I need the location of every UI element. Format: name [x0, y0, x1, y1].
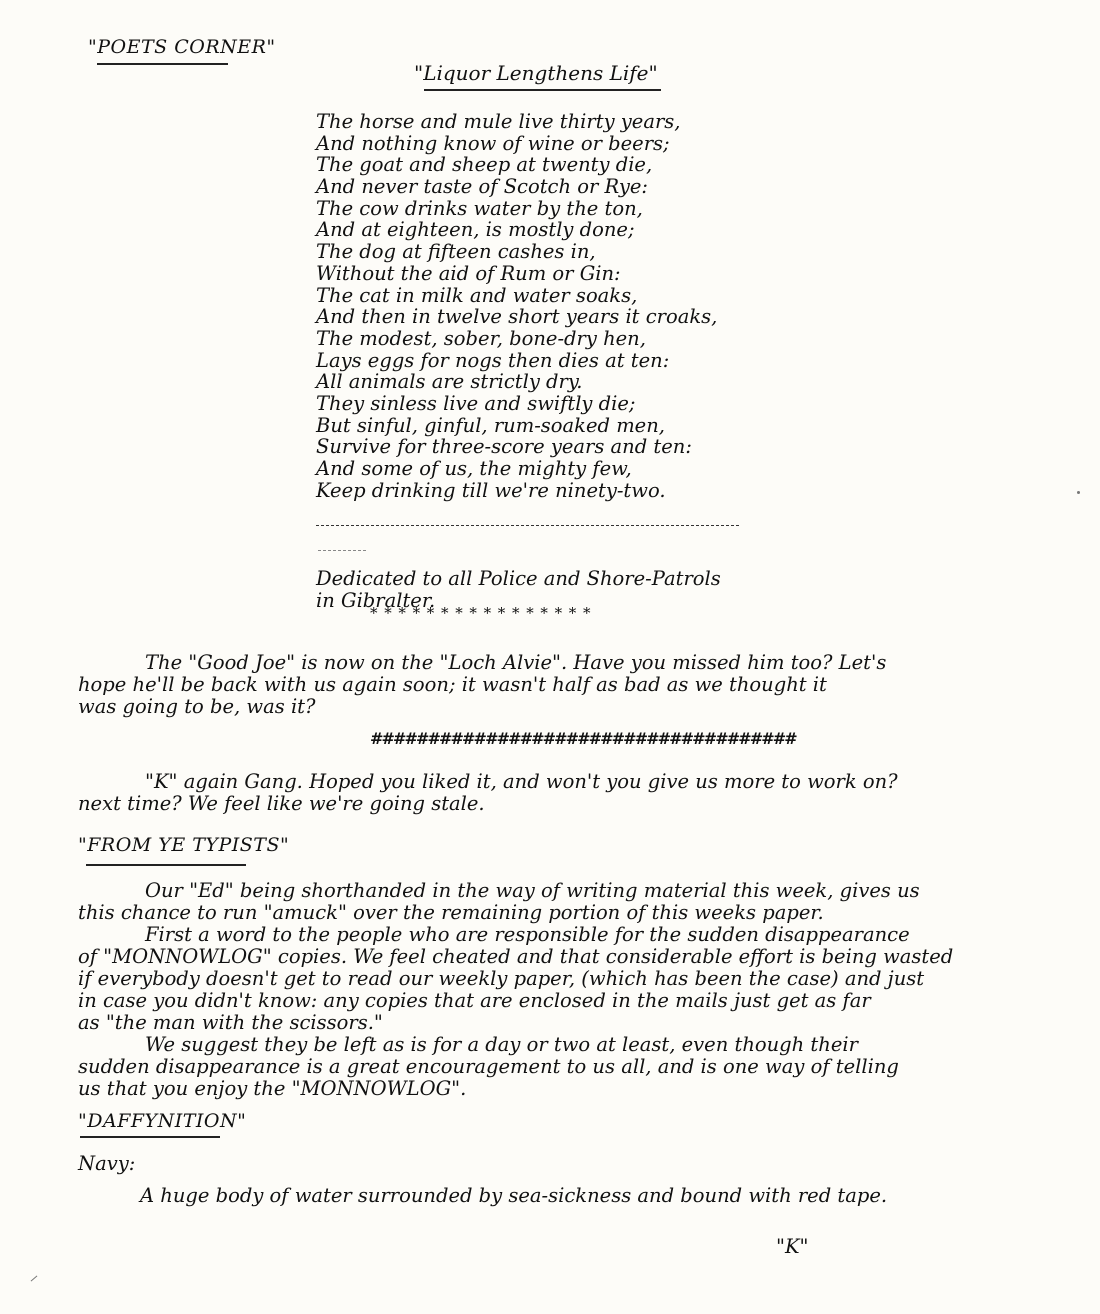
- poem-line: The cat in milk and water soaks,: [316, 283, 638, 307]
- good-joe-line: The "Good Joe" is now on the "Loch Alvie". Have you missed him too? Let's: [145, 651, 887, 674]
- poem-separator: [316, 525, 739, 526]
- poem-line: And nothing know of wine or beers;: [316, 131, 670, 155]
- poem-line: The horse and mule live thirty years,: [316, 110, 681, 133]
- typists-underline: [86, 864, 246, 866]
- poem-line: The modest, sober, bone-dry hen,: [316, 326, 646, 350]
- poem-line: The cow drinks water by the ton,: [316, 196, 643, 220]
- daffynition-underline: [80, 1136, 220, 1138]
- typists-line: as "the man with the scissors.": [78, 1011, 383, 1034]
- poem-line: But sinful, ginful, rum-soaked men,: [316, 413, 665, 437]
- good-joe-line: hope he'll be back with us again soon; it wasn't half as bad as we thought it: [78, 673, 827, 696]
- typists-line: Our "Ed" being shorthanded in the way of writing material this week, gives us: [145, 879, 920, 902]
- poem-title: "Liquor Lengthens Life": [414, 61, 658, 85]
- typists-line: this chance to run "amuck" over the remaining portion of this weeks paper.: [78, 901, 824, 924]
- k-note-line: next time? We feel like we're going stale.: [78, 792, 485, 815]
- poem-title-underline: [424, 89, 661, 91]
- dedication-line: in Gibralter.: [316, 589, 436, 612]
- typists-line: if everybody doesn't get to read our weekly paper, (which has been the case) and just: [78, 967, 925, 990]
- poem-line: Without the aid of Rum or Gin:: [316, 261, 621, 285]
- poem-line: And at eighteen, is mostly done;: [316, 218, 635, 242]
- poem-line: They sinless live and swiftly die;: [316, 391, 636, 415]
- signature: "K": [776, 1235, 809, 1258]
- poem-line: And some of us, the mighty few,: [316, 457, 632, 480]
- poem-line: Lays eggs for nogs then dies at ten:: [316, 348, 670, 372]
- poets-corner-underline: [97, 63, 228, 65]
- poem-line: Survive for three-score years and ten:: [316, 435, 692, 459]
- typists-line: sudden disappearance is a great encouragement to us all, and is one way of telling: [78, 1055, 899, 1078]
- typists-line: of "MONNOWLOG" copies. We feel cheated and that considerable effort is being wasted: [78, 945, 954, 968]
- typists-line: in case you didn't know: any copies that are enclosed in the mails just get as far: [78, 989, 871, 1012]
- daffynition-term: Navy:: [78, 1152, 136, 1175]
- poem-line: And never taste of Scotch or Rye:: [316, 175, 648, 199]
- poem-line: The dog at fifteen cashes in,: [316, 240, 596, 264]
- poem-line: Keep drinking till we're ninety-two.: [316, 478, 666, 502]
- typists-line: First a word to the people who are responsible for the sudden disappearance: [145, 923, 910, 946]
- poem-line: The goat and sheep at twenty die,: [316, 153, 653, 177]
- paper-speck: [31, 1276, 38, 1282]
- good-joe-line: was going to be, was it?: [78, 695, 316, 718]
- poem-body: [316, 111, 717, 501]
- daffynition-definition: A huge body of water surrounded by sea-sickness and bound with red tape.: [140, 1184, 888, 1207]
- poem-line: And then in twelve short years it croaks,: [316, 305, 718, 329]
- star-divider: ****************: [370, 604, 598, 622]
- paper-speck: [1077, 491, 1080, 494]
- poem-line: All animals are strictly dry.: [316, 370, 583, 394]
- faint-mark: [318, 550, 366, 551]
- hash-divider: #####################################: [370, 729, 796, 748]
- typists-line: We suggest they be left as is for a day or two at least, even though their: [145, 1033, 858, 1056]
- daffynition-heading: "DAFFYNITION": [78, 1110, 247, 1132]
- typists-line: us that you enjoy the "MONNOWLOG".: [78, 1077, 467, 1100]
- typists-heading: "FROM YE TYPISTS": [78, 834, 290, 856]
- dedication-line: Dedicated to all Police and Shore-Patrols: [316, 567, 721, 590]
- poets-corner-heading: "POETS CORNER": [88, 36, 276, 58]
- k-note-line: "K" again Gang. Hoped you liked it, and won't you give us more to work on?: [145, 770, 898, 793]
